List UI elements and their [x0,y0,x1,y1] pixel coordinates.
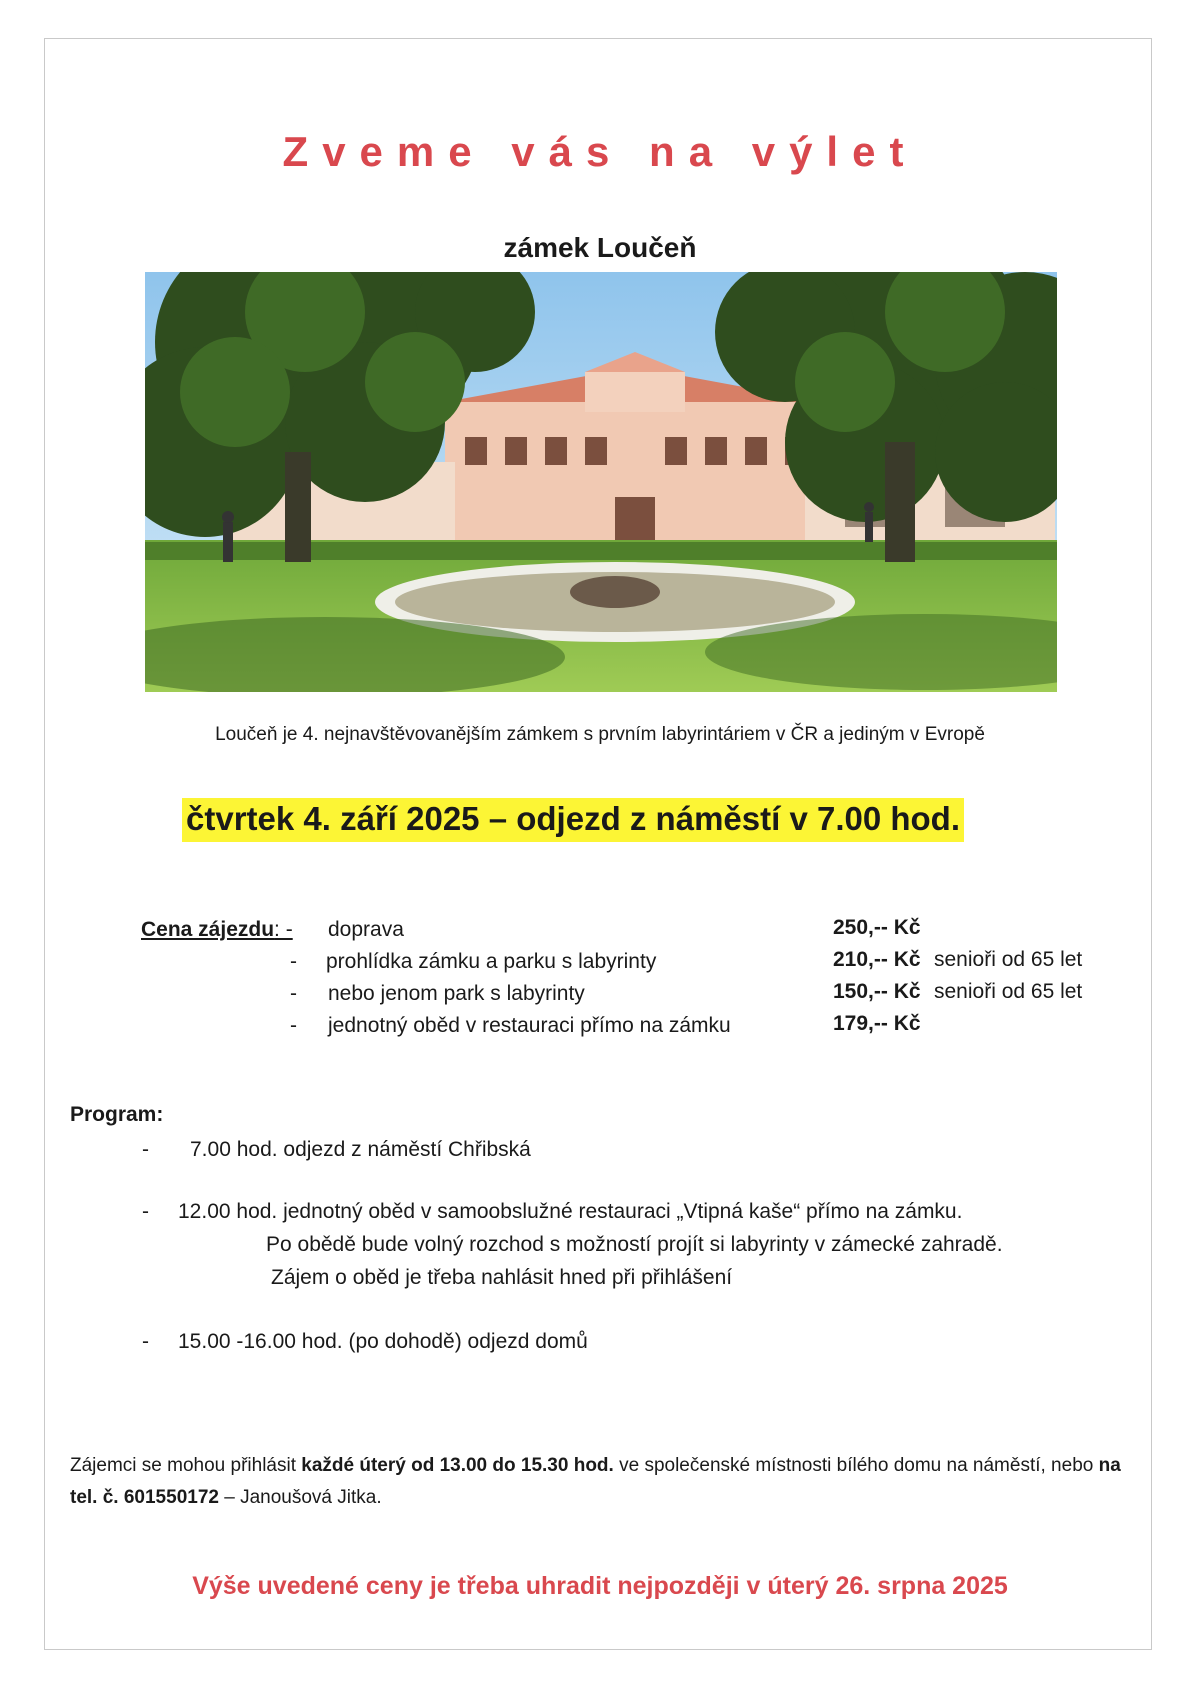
trip-date-banner: čtvrtek 4. září 2025 – odjezd z náměstí v 7.00 hod. [182,798,964,842]
info-text: Zájemci se mohou přihlásit [70,1455,302,1476]
price-item-note: senioři od 65 let [934,948,1083,971]
program-dash: - [142,1200,149,1223]
payment-deadline: Výše uvedené ceny je třeba uhradit nejpozději v úterý 26. srpna 2025 [192,1572,1008,1600]
info-text: ve společenské místnosti bílého domu na náměstí, nebo [613,1455,1099,1476]
price-item-value: 250,-- Kč [833,916,921,939]
price-label-suffix: : - [274,918,293,941]
price-item-note: senioři od 65 let [934,980,1083,1003]
page-title: Zveme vás na výlet [282,128,918,175]
castle-photo [145,272,1057,692]
info-text: – Janoušová Jitka. [218,1487,382,1508]
price-item-dash: - [290,1014,297,1037]
program-label: Program: [70,1103,164,1126]
price-item-name: doprava [328,918,404,941]
price-item-name: prohlídka zámku a parku s labyrinty [326,950,657,973]
price-label [141,918,293,942]
price-item-name: nebo jenom park s labyrinty [328,982,585,1005]
registration-info [70,1450,1130,1514]
photo-caption: Loučeň je 4. nejnavštěvovanějším zámkem s prvním labyrintáriem v ČR a jediným v Evropě [215,724,985,745]
program-item: 12.00 hod. jednotný oběd v samoobslužné restauraci „Vtipná kaše“ přímo na zámku. [178,1200,963,1223]
program-item-detail: Po obědě bude volný rozchod s možností projít si labyrinty v zámecké zahradě. [266,1233,1003,1256]
price-item-value: 179,-- Kč [833,1012,921,1035]
info-phone: na tel. č. 601550172 [70,1455,1121,1508]
program-item: 7.00 hod. odjezd z náměstí Chřibská [190,1138,531,1161]
page-subtitle: zámek Loučeň [503,232,697,263]
program-dash: - [142,1330,149,1353]
price-item-name: jednotný oběd v restauraci přímo na zámku [328,1014,731,1037]
info-time: každé úterý od 13.00 do 15.30 hod. [301,1455,614,1476]
program-item-detail: Zájem o oběd je třeba nahlásit hned při přihlášení [271,1266,733,1289]
price-item-value: 150,-- Kč [833,980,921,1003]
price-item-dash: - [290,950,297,973]
price-item-dash: - [290,982,297,1005]
price-label-text: Cena zájezdu [141,918,275,941]
program-dash: - [142,1138,149,1161]
price-item-value: 210,-- Kč [833,948,921,971]
program-item: 15.00 -16.00 hod. (po dohodě) odjezd domů [178,1330,588,1353]
